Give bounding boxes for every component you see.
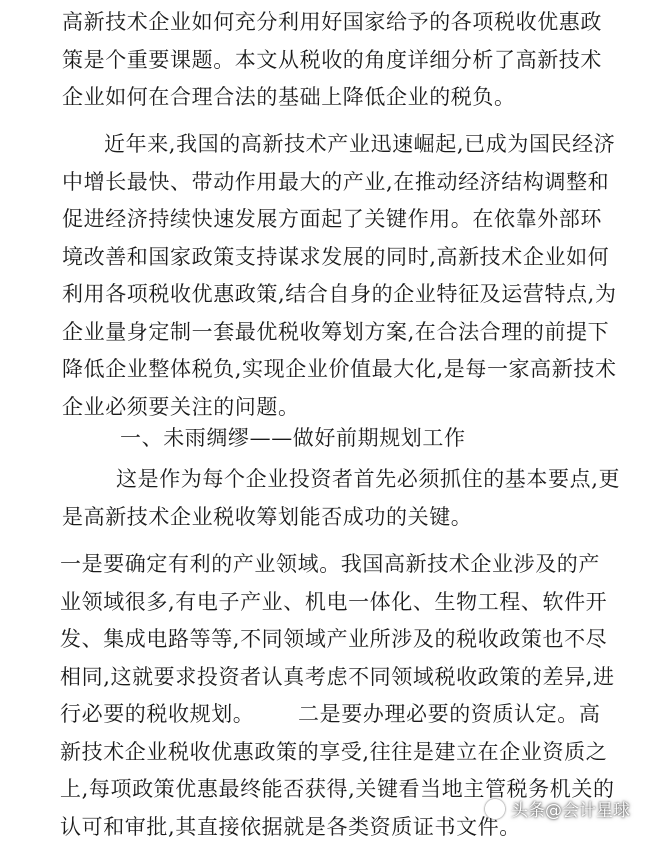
section-heading: 一、未雨绸缪——做好前期规划工作 — [120, 426, 466, 450]
watermark-text: 头条@会计星球 — [511, 801, 630, 821]
toutiao-logo-icon — [485, 799, 505, 819]
paragraph-industry-qualification: 一是要确定有利的产业领域。我国高新技术企业涉及的产业领域很多,有电子产业、机电一体化、生物工程、软件开发、集成电路等等,不同领域产业所涉及的税收政策也不尽相同,这就要求投资者认真考虑不同领域税收政策的差异,进行必要的税收规划。 二是要办理必要的资质认定。高新技术企业税收优惠政策的享受,往往是建立在企业资质之上,每项政策优惠最终能否获得,关键看当地主管税务机关的认可和审批,其直接依据就是各类资质证书文件。 — [60, 552, 615, 839]
watermark — [485, 796, 630, 821]
paragraph-key-point: 这是作为每个企业投资者首先必须抓住的基本要点,更是高新技术企业税收筹划能否成功的关键。 — [62, 467, 621, 529]
paragraph-intro: 高新技术企业如何充分利用好国家给予的各项税收优惠政策是个重要课题。本文从税收的角度详细分析了高新技术企业如何在合理合法的基础上降低企业的税负。 — [62, 10, 602, 109]
paragraph-background: 近年来,我国的高新技术产业迅速崛起,已成为国民经济中增长最快、带动作用最大的产业,在推动经济结构调整和促进经济持续快速发展方面起了关键作用。在依靠外部环境改善和国家政策支持谋求发展的同时,高新技术企业如何利用各项税收优惠政策,结合自身的企业特征及运营特点,为企业量身定制一套最优税收筹划方案,在合法合理的前提下降低企业整体税负,实现企业价值最大化,是每一家高新技术企业必须要关注的问题。 — [62, 132, 617, 419]
